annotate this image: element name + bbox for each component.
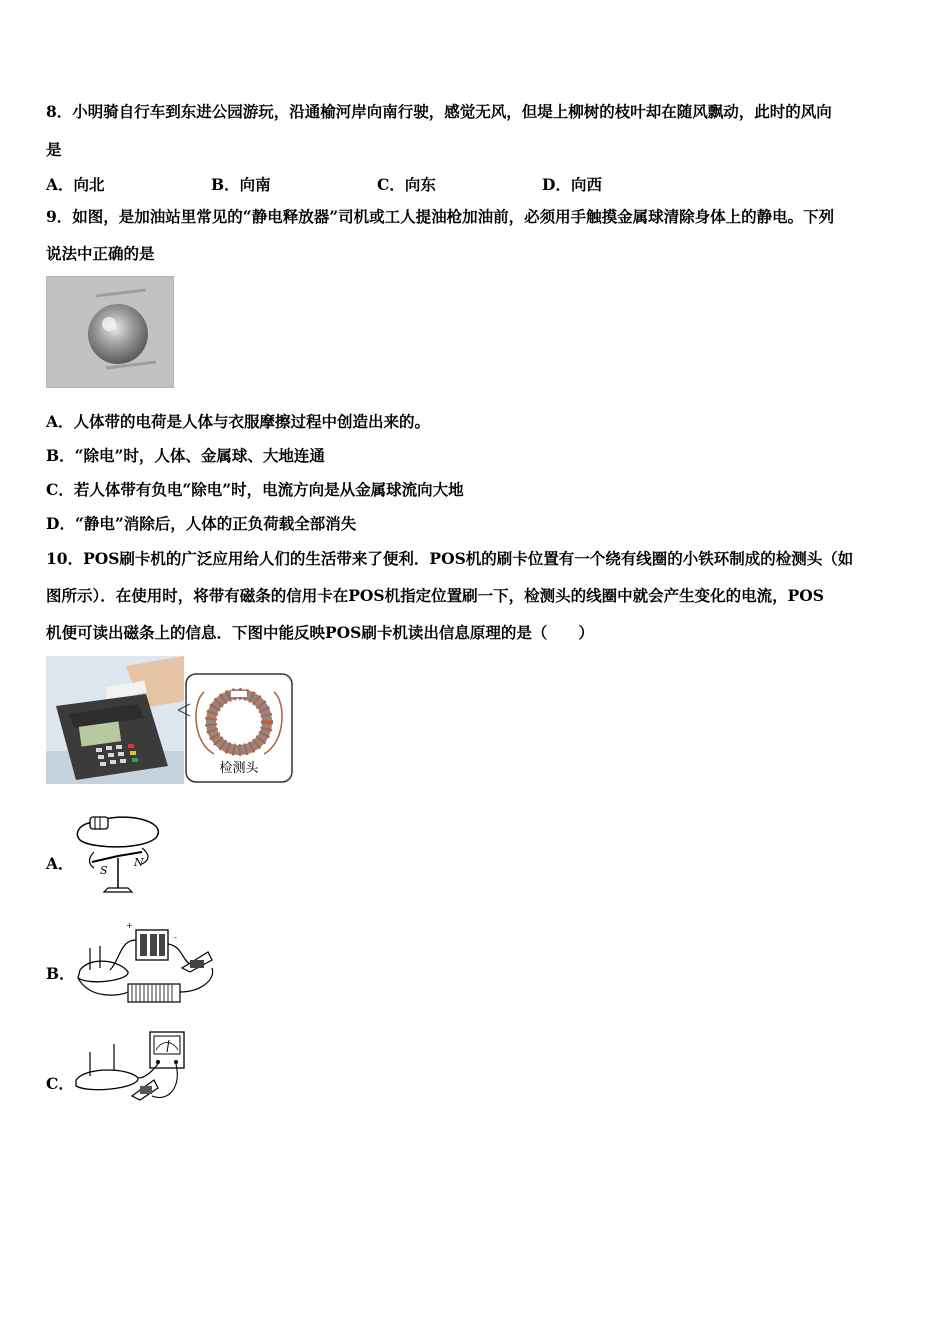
q10-stem-line2: 图所示）．在使用时，将带有磁条的信用卡在POS机指定位置刷一下，检测头的线圈中就会产生变化的电流，POS: [46, 586, 824, 605]
q8-option-d: D．向西: [542, 175, 602, 194]
inset-connector: [178, 700, 190, 720]
galvanometer-figure: [70, 1030, 190, 1108]
south-pole-label: S: [100, 864, 108, 877]
q10-option-b-label: B．: [46, 964, 75, 983]
q9-stem-line2: 说法中正确的是: [46, 244, 155, 263]
static-discharger-photo: [46, 276, 174, 388]
q8-options: [46, 173, 646, 193]
q8-option-b: B．向南: [211, 175, 271, 194]
q10-stem-line1: 10．POS刷卡机的广泛应用给人们的生活带来了便利．POS机的刷卡位置有一个绕有线圈的小铁环制成的检测头（如: [46, 549, 854, 568]
q8-option-c: C．向东: [377, 175, 436, 194]
q9-option-b: B．“除电”时，人体、金属球、大地连通: [46, 446, 325, 465]
detection-head-caption: 检测头: [219, 761, 259, 776]
north-pole-label: N: [134, 856, 144, 869]
battery-coil-figure: [70, 920, 220, 1012]
q8-stem-line1: 8．小明骑自行车到东进公园游玩，沿通榆河岸向南行驶，感觉无风，但堤上柳树的枝叶却在随风飘动，此时的风向: [46, 102, 832, 121]
q9-stem-line1: 9．如图，是加油站里常见的“静电释放器”司机或工人提油枪加油前，必须用手触摸金属球清除身体上的静电。下列: [46, 207, 835, 226]
compass-needle-figure: [72, 812, 162, 900]
detection-head-inset: [184, 672, 294, 784]
q10-stem-line3: 机便可读出磁条上的信息．下图中能反映POS刷卡机读出信息原理的是（ ）: [46, 623, 594, 642]
svg-text:+: +: [126, 921, 133, 930]
q10-option-a-label: A．: [46, 854, 74, 873]
pos-machine-photo: [46, 656, 184, 784]
q9-option-a: A．人体带的电荷是人体与衣服摩擦过程中创造出来的。: [46, 412, 431, 431]
svg-text:-: -: [174, 933, 177, 942]
q8-stem-line2: 是: [46, 140, 62, 159]
q9-option-c: C．若人体带有负电“除电”时，电流方向是从金属球流向大地: [46, 480, 464, 499]
q9-option-d: D．“静电”消除后，人体的正负荷载全部消失: [46, 514, 357, 533]
q8-option-a: A．向北: [46, 175, 105, 194]
q10-option-c-label: C．: [46, 1074, 74, 1093]
